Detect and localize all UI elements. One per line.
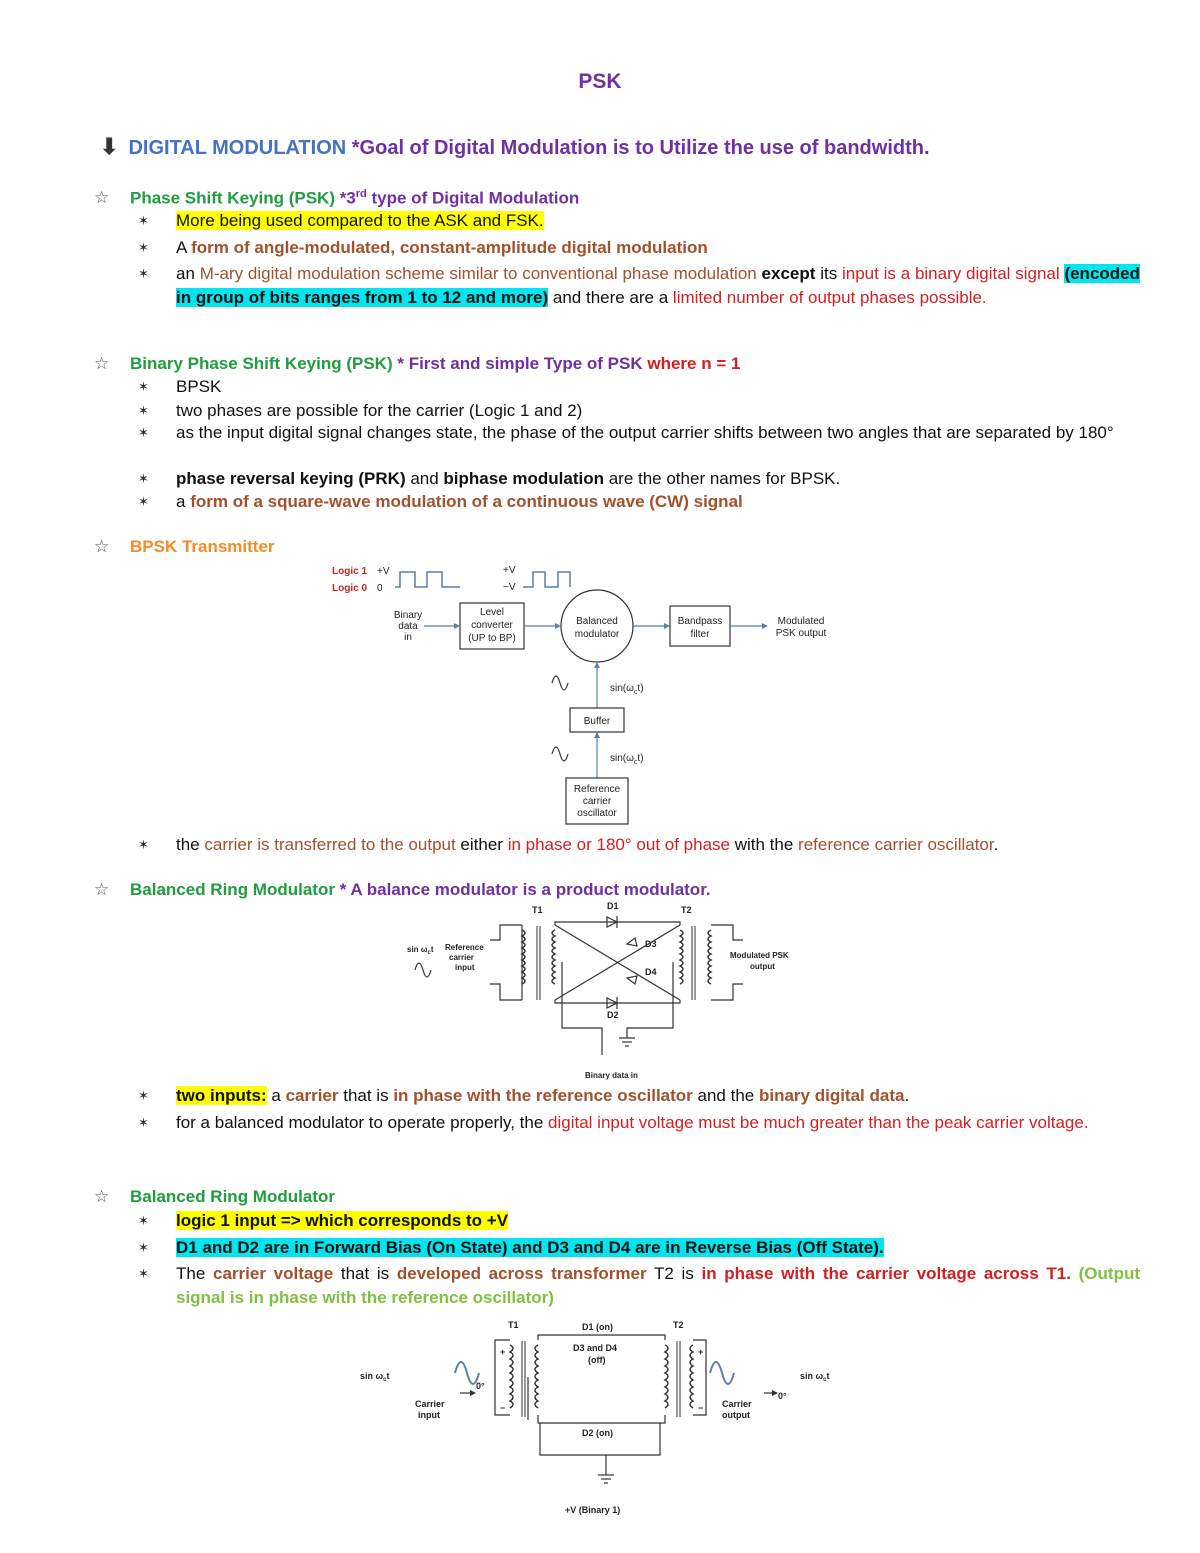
svg-text:sin(ωct): $\sin(\omega_ct)$ — [610, 753, 644, 766]
svg-text:output: output — [722, 1410, 750, 1420]
list-item: ✶ The carrier voltage that is developed across transformer T2 is in phase with the carrier voltage across T1. (Output signal is in phase with the reference oscillator) — [138, 1264, 1140, 1307]
page-title: PSK — [578, 70, 622, 93]
svg-text:0°: 0° — [476, 1381, 485, 1391]
star-bullet-icon: ✶ — [138, 494, 149, 509]
sine-wave-icon — [552, 676, 568, 690]
svg-text:carrier: carrier — [582, 796, 612, 807]
ground-icon — [598, 1475, 614, 1483]
svg-text:Buffer: Buffer — [583, 716, 611, 727]
list-item: ✶ More being used compared to the ASK and FSK. — [138, 209, 1140, 233]
svg-text:+: + — [698, 1347, 704, 1357]
svg-text:Level: Level — [480, 607, 504, 618]
svg-text:Reference: Reference — [445, 943, 484, 952]
list-item: ✶ two inputs: a carrier that is in phase with the reference oscillator and the binary digital data. — [138, 1084, 1140, 1108]
star-bullet-icon: ✶ — [138, 1088, 149, 1103]
t1-secondary-coil — [535, 1345, 538, 1408]
svg-text:D3 and D4: D3 and D4 — [573, 1343, 618, 1353]
svg-text:carrier: carrier — [449, 953, 474, 962]
svg-text:0°: 0° — [778, 1391, 787, 1401]
svg-text:+V (Binary 1): +V (Binary 1) — [565, 1505, 621, 1515]
list-item: ✶ the carrier is transferred to the output either in phase or 180° out of phase with the reference carrier oscillator. — [138, 833, 1140, 857]
svg-text:in: in — [404, 632, 412, 643]
sine-wave-icon — [415, 963, 431, 977]
star-bullet-icon: ✶ — [138, 213, 149, 228]
svg-text:T2: T2 — [681, 905, 692, 915]
svg-text:−V: −V — [503, 582, 516, 593]
bipolar-waveform — [523, 572, 570, 587]
svg-text:(UP to BP): (UP to BP) — [468, 633, 516, 644]
list-item: ✶ for a balanced modulator to operate properly, the digital input voltage must be much greater than the peak carrier voltage. — [138, 1109, 1140, 1136]
bpsk-transmitter-diagram — [320, 558, 840, 828]
list-item: ✶ two phases are possible for the carrier (Logic 1 and 2) — [138, 399, 1140, 423]
star-bullet-icon: ✶ — [138, 425, 149, 440]
t2-primary-coil — [680, 930, 683, 984]
svg-text:D2 (on): D2 (on) — [582, 1428, 613, 1438]
svg-text:D2: D2 — [607, 1010, 619, 1020]
logic0-label: Logic 0 — [332, 583, 368, 594]
svg-text:filter: filter — [690, 629, 710, 640]
svg-text:D3: D3 — [645, 939, 657, 949]
list-item: ✶ logic 1 input => which corresponds to +V — [138, 1209, 1140, 1233]
list-item: ✶ as the input digital signal changes state, the phase of the output carrier shifts between two angles that are separated by 180° — [138, 421, 1140, 445]
t2-secondary-coil — [690, 1345, 693, 1408]
unipolar-waveform — [395, 572, 460, 587]
star-icon: ☆ — [94, 1187, 110, 1206]
star-bullet-icon: ✶ — [138, 266, 149, 281]
svg-text:converter: converter — [471, 620, 513, 631]
logic1-label: Logic 1 — [332, 566, 368, 577]
list-item: ✶ D1 and D2 are in Forward Bias (On State) and D3 and D4 are in Reverse Bias (Off State). — [138, 1236, 1140, 1260]
balanced-ring-modulator-diagram — [395, 900, 815, 1085]
svg-text:D1: D1 — [607, 901, 619, 911]
svg-text:0: 0 — [377, 583, 383, 594]
svg-text:D1 (on): D1 (on) — [582, 1322, 613, 1332]
svg-text:sin ωct: $\sin \omega_ct$ — [360, 1371, 390, 1383]
diode-d4-icon — [627, 976, 637, 984]
star-icon: ☆ — [94, 537, 110, 556]
svg-text:Binary data in: Binary data in — [585, 1071, 638, 1080]
svg-text:T2: T2 — [673, 1320, 684, 1330]
star-bullet-icon: ✶ — [138, 1115, 149, 1130]
t1-secondary-coil — [552, 930, 555, 984]
svg-text:PSK output: PSK output — [775, 628, 827, 639]
list-item: ✶ an M-ary digital modulation scheme similar to conventional phase modulation except its input is a binary digital signal (encoded in group of bits ranges from 1 to 12 and more) and there are a limited number of output phases possible. — [138, 264, 1140, 307]
list-item: ✶ phase reversal keying (PRK) and biphase modulation are the other names for BPSK. — [138, 467, 1140, 491]
svg-text:−: − — [698, 1403, 704, 1413]
svg-text:sin(ωct): $\sin(\omega_ct)$ — [610, 683, 644, 696]
sine-wave-icon — [455, 1362, 479, 1384]
diode-d3-icon — [627, 938, 637, 946]
star-bullet-icon: ✶ — [138, 379, 149, 394]
svg-text:Carrier: Carrier — [415, 1399, 445, 1409]
heading-digital-modulation: ⬇ DIGITAL MODULATION *Goal of Digital Modulation is to Utilize the use of bandwidth. — [100, 134, 930, 159]
star-bullet-icon: ✶ — [138, 1240, 149, 1255]
svg-text:−: − — [500, 1403, 506, 1413]
svg-text:input: input — [418, 1410, 440, 1420]
svg-text:+: + — [500, 1347, 506, 1357]
sine-wave-icon — [710, 1362, 734, 1384]
svg-text:(off): (off) — [588, 1355, 606, 1365]
svg-text:T1: T1 — [532, 905, 543, 915]
svg-text:Modulated: Modulated — [777, 616, 825, 627]
list-item: ✶ A form of angle-modulated, constant-amplitude digital modulation — [138, 236, 1140, 260]
ring-modulator-on-state-diagram — [360, 1315, 840, 1525]
document-page: PSK ⬇ DIGITAL MODULATION *Goal of Digital Modulation is to Utilize the use of bandwidth. ☆ Phase Shift Keying (PSK) *3rd type of Digital Modulation ✶ More being used compared to the ASK and FSK. ✶ A form of angle-modulated, constant-amplitude digital modulation ✶ an M-ary digital modulation scheme similar to conventional phase modulation except its input is a binary digital signal (encoded in group of bits ranges from 1 to 12 and more) and there are a limited number of output phases possible. ☆ Binary Phase Shift Keying (PSK) * First and simple Type of PSK where n = 1 ✶ BPSK ✶ two phases are possible for the carrier (Logic 1 and 2) ✶ as the input digital signal changes state, the phase of the output carrier shifts between two angles that are separated by 180° ✶ phase reversal keying (PRK) and biphase modulation are the other names for BPSK. ✶ a form of a square-wave modulation of a continuous wave (CW) signal ☆ BPSK Transmitter Logic 1 Logic 0 +V 0 +V −V Binary data in Level converter (UP to BP) Balanced modulator Bandpass filter Modulated PSK output $\sin(\omega_ct)$ Buffer $\sin(\omega_ct)$ Reference carrier oscillator ✶ the carrier is transferred to the output either in phase or 180° out of phase with the reference carrier oscillator. ☆ Balanced Ring Modulator * A balance modulator is a product modulator. T1 T2 D1 D2 D3 D4 $\sin \omega_ct$ Reference carrier input Modulated PSK output Binary data in ✶ two inputs: a carrier that is in phase with the reference oscillator and the binary digital data. ✶ for a balanced modulator to operate properly, the digital input voltage must be much greater than the peak carrier voltage. ☆ Balanced Ring Modulator ✶ logic 1 input => which corresponds to +V ✶ D1 and D2 are in Forward Bias (On State) and D3 and D4 are in Reverse Bias (Off State). ✶ The carrier voltage that is developed across transformer T2 is in phase with the carrier voltage across T1. (Output signal is in phase with the reference oscillator) T1 T2 D1 (on) D3 and D4 (off) D2 (on) $\sin \omega_ct$ 0° Carrier input $\sin \omega_ct$ 0° Carrier output +V (Binary 1) + − + − — [0, 0, 1200, 1553]
svg-text:data: data — [398, 621, 418, 632]
svg-text:D4: D4 — [645, 967, 657, 977]
svg-text:sin ωct: $\sin \omega_ct$ — [407, 945, 434, 956]
list-item: ✶ BPSK — [138, 375, 1140, 399]
t1-primary-coil — [510, 1345, 513, 1408]
svg-text:Modulated PSK: Modulated PSK — [730, 951, 789, 960]
svg-text:input: input — [455, 963, 475, 972]
svg-text:Reference: Reference — [573, 784, 621, 795]
star-bullet-icon: ✶ — [138, 471, 149, 486]
svg-text:output: output — [750, 962, 775, 971]
star-icon: ☆ — [94, 880, 110, 899]
t2-secondary-coil — [708, 930, 711, 984]
svg-text:modulator: modulator — [574, 629, 620, 640]
star-bullet-icon: ✶ — [138, 1266, 149, 1281]
star-bullet-icon: ✶ — [138, 240, 149, 255]
svg-text:oscillator: oscillator — [577, 808, 617, 819]
svg-text:+V: +V — [377, 566, 390, 577]
svg-text:sin ωct: $\sin \omega_ct$ — [800, 1371, 830, 1383]
svg-text:T1: T1 — [508, 1320, 519, 1330]
svg-text:Bandpass: Bandpass — [677, 616, 723, 627]
star-icon: ☆ — [94, 188, 110, 207]
t2-primary-coil — [665, 1345, 668, 1408]
sine-wave-icon — [552, 747, 568, 761]
down-arrow-icon: ⬇ — [100, 134, 119, 159]
star-bullet-icon: ✶ — [138, 837, 149, 852]
star-icon: ☆ — [94, 354, 110, 373]
svg-text:Binary: Binary — [393, 610, 423, 621]
svg-text:+V: +V — [503, 565, 516, 576]
svg-text:Balanced: Balanced — [576, 616, 618, 627]
star-bullet-icon: ✶ — [138, 1213, 149, 1228]
svg-text:Carrier: Carrier — [722, 1399, 752, 1409]
star-bullet-icon: ✶ — [138, 403, 149, 418]
ground-icon — [619, 1038, 635, 1046]
list-item: ✶ a form of a square-wave modulation of a continuous wave (CW) signal — [138, 490, 1140, 514]
